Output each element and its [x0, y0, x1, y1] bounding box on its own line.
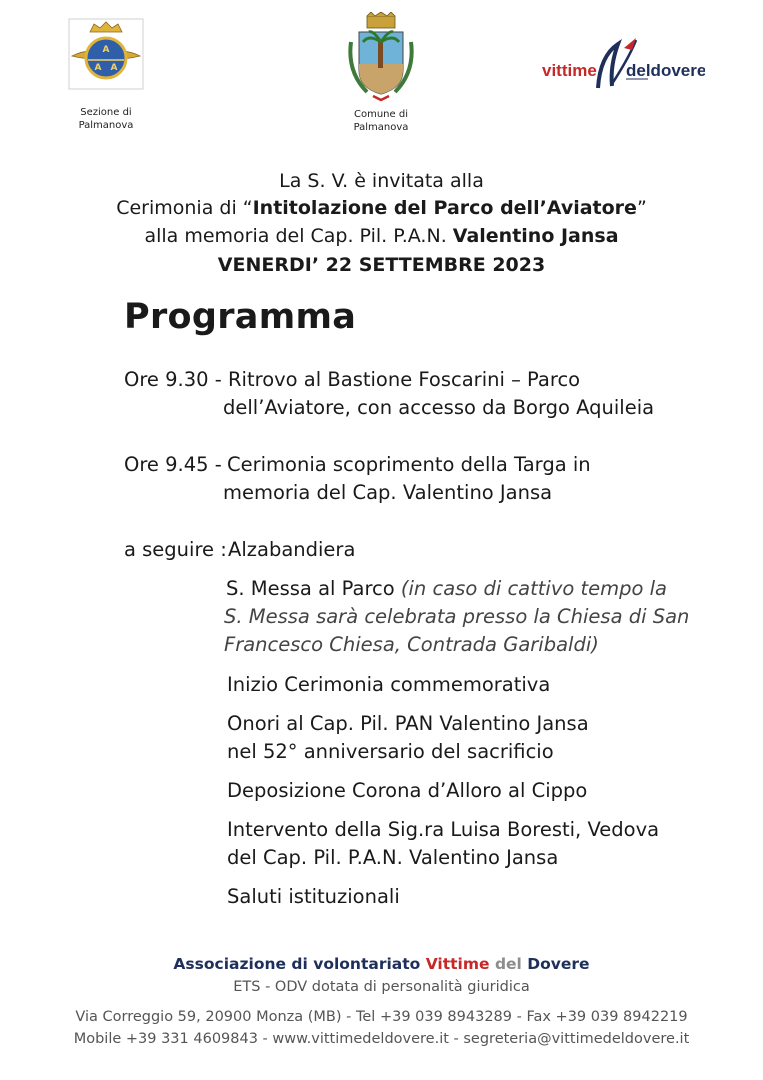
messa-note-line-2: S. Messa sarà celebrata presso la Chiesa di San	[224, 605, 690, 628]
logo-right-part1: vittime	[542, 61, 597, 80]
saluti: Saluti istituzionali	[227, 885, 400, 908]
event-date: VENERDI’ 22 SETTEMBRE 2023	[217, 254, 546, 276]
svg-text:A: A	[94, 63, 102, 73]
inizio-cerimonia: Inizio Cerimonia commemorativa	[227, 673, 551, 696]
vittime-del-dovere-logo-icon	[540, 36, 705, 96]
following-alzabandiera: Alzabandiera	[228, 538, 356, 561]
comune-coat-of-arms-icon	[345, 12, 417, 104]
program-item-1-line1: Ritrovo al Bastione Foscarini – Parco	[228, 368, 581, 391]
svg-text:A: A	[102, 45, 110, 55]
messa-note-line-3: Francesco Chiesa, Contrada Garibaldi)	[224, 633, 599, 656]
program-title: Programma	[124, 297, 357, 337]
footer-address: Via Correggio 59, 20900 Monza (MB) - Tel +39 039 8943289 - Fax +39 039 8942219	[75, 1009, 688, 1025]
program-item-1-time: Ore 9.30 -	[124, 368, 222, 391]
messa-line-1: S. Messa al Parco (in caso di cattivo tempo la	[226, 577, 668, 600]
footer-title: Associazione di volontariato Vittime del Dovere	[173, 955, 590, 973]
program-item-2-line1: Cerimonia scoprimento della Targa in	[227, 453, 591, 476]
logo-center-caption: Comune di Palmanova	[353, 109, 409, 133]
invitation-line-2: Cerimonia di “Intitolazione del Parco dell’Aviatore”	[116, 197, 647, 219]
logo-right-part2: deldovere	[626, 61, 705, 80]
aeronautica-association-crest-icon	[68, 18, 144, 90]
program-item-2-line2: memoria del Cap. Valentino Jansa	[223, 481, 553, 504]
onori-line-2: nel 52° anniversario del sacrificio	[227, 740, 554, 763]
following-label: a seguire :	[124, 538, 227, 561]
footer-subtitle: ETS - ODV dotata di personalità giuridica	[233, 979, 530, 995]
invitation-line-3: alla memoria del Cap. Pil. P.A.N. Valentino Jansa	[144, 225, 619, 247]
logo-left	[64, 18, 148, 132]
footer-contacts: Mobile +39 331 4609843 - www.vittimedeldovere.it - segreteria@vittimedeldovere.it	[73, 1031, 690, 1047]
logo-center	[338, 12, 424, 134]
deposizione: Deposizione Corona d’Alloro al Cippo	[227, 779, 588, 802]
svg-text:A: A	[110, 63, 118, 73]
intervento-line-2: del Cap. Pil. P.A.N. Valentino Jansa	[227, 846, 559, 869]
logo-left-caption: Sezione di Palmanova	[78, 107, 134, 131]
program-item-2-time: Ore 9.45 -	[124, 453, 222, 476]
invitation-line-1: La S. V. è invitata alla	[279, 170, 484, 192]
program-item-1-line2: dell’Aviatore, con accesso da Borgo Aquileia	[223, 396, 655, 419]
vittime-del-dovere-logo	[540, 36, 705, 96]
onori-line-1: Onori al Cap. Pil. PAN Valentino Jansa	[227, 712, 589, 735]
intervento-line-1: Intervento della Sig.ra Luisa Boresti, Vedova	[227, 818, 660, 841]
